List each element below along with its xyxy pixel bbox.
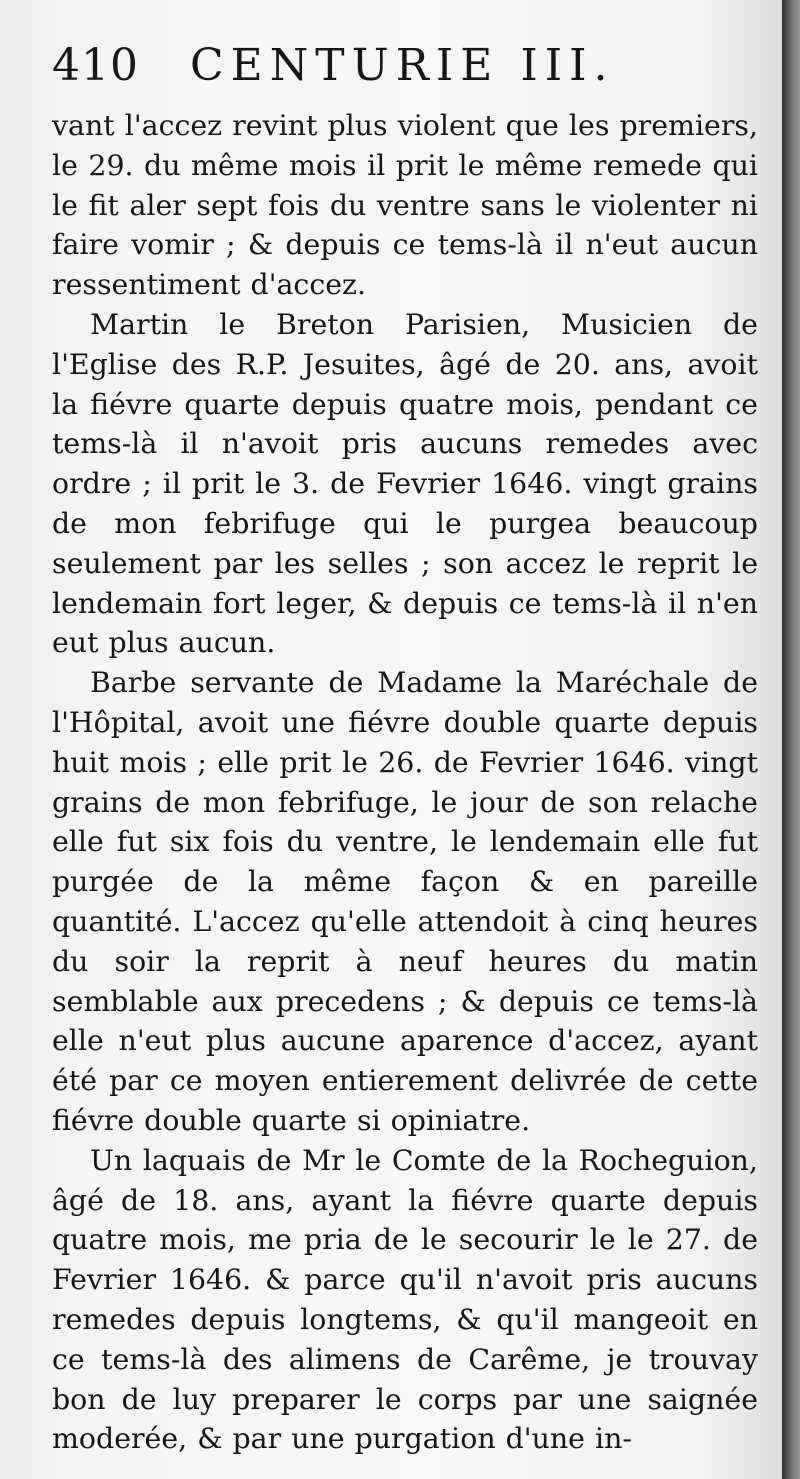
running-title: CENTURIE III. <box>190 40 615 91</box>
paragraph-continuation: vant l'accez revint plus violent que les premiers, le 29. du même mois il prit le même remede qui le fit aler sept fois du ventre sans le violenter ni faire vomir ; & depuis ce tems-là il n'eut aucun ressentiment d'accez. <box>52 109 758 302</box>
paragraph-laquais: Un laquais de Mr le Comte de la Rocheguion, âgé de 18. ans, ayant la fiévre quarte depuis quatre mois, me pria de le secourir le le 27. de Fevrier 1646. & parce qu'il n'avoit pris aucuns remedes depuis longtems, & qu'il mangeoit en ce tems-là des alimens de Carême, je trouvay bon de luy preparer le corps par une saignée moderée, & par une purgation d'une in- <box>52 1143 758 1456</box>
paragraph-martin-le-breton: Martin le Breton Parisien, Musicien de l'Eglise des R.P. Jesuites, âgé de 20. ans, avoit la fiévre quarte depuis quatre mois, pendant ce tems-là il n'avoit pris aucuns remedes avec ordre ; il prit le 3. de Fevrier 1646. vingt grains de mon febrifuge qui le purgea beaucoup seulement par les selles ; son accez le reprit le lendemain fort leger, & depuis ce tems-là il n'en eut plus aucun. <box>52 307 758 660</box>
paragraph-barbe-servante: Barbe servante de Madame la Maréchale de l'Hôpital, avoit une fiévre double quarte depuis huit mois ; elle prit le 26. de Fevrier 1646. vingt grains de mon febrifuge, le jour de son relache elle fut six fois du ventre, le lendemain elle fut purgée de la même façon & en pareille quantité. L'accez qu'elle attendoit à cinq heures du soir la reprit à neuf heures du matin semblable aux precedens ; & depuis ce tems-là elle n'eut plus aucune aparence d'accez, ayant été par ce moyen entierement delivrée de cette fiévre double quarte si opiniatre. <box>52 666 758 1137</box>
text-body <box>52 106 758 1459</box>
running-header <box>52 40 758 102</box>
page-number: 410 <box>52 40 139 91</box>
page-edge-shadow <box>782 0 800 1479</box>
